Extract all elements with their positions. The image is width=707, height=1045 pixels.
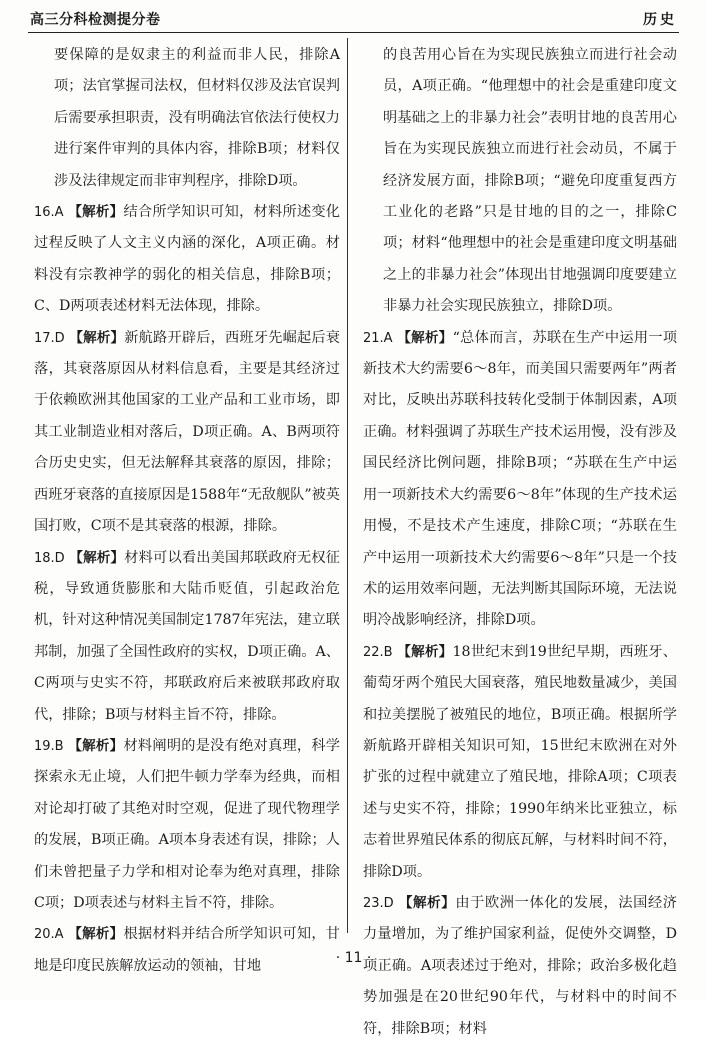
page-number: · 11 · xyxy=(335,950,372,966)
exam-title: 高三分科检测提分卷 xyxy=(30,12,161,28)
analysis-tag: 【解析】 xyxy=(69,549,125,566)
answer-item-18 xyxy=(34,543,340,731)
item-number: 22.B xyxy=(363,644,393,660)
item-text: 材料可以看出美国邦联政府无权征税，导致通货膨胀和大陆币贬值，引起政治危机，针对这种情况美国制定1787年宪法，建立联邦制，加强了全国性政府的实权，D项正确。A、C两项与史实不符，邦联政府后来被联邦政府取代，排除；B项与材料主旨不符，排除。 xyxy=(34,549,340,723)
item-number: 17.D xyxy=(34,330,65,346)
item-number: 16.A xyxy=(34,205,64,221)
column-divider xyxy=(347,38,348,933)
item-number: 19.B xyxy=(34,738,64,754)
page-header xyxy=(28,8,679,33)
answer-item-22 xyxy=(363,637,677,888)
item-text: “总体而言，苏联在生产中运用一项新技术大约需要6～8年，而美国只需要两年”两者对比，反映出苏联科技转化受制于体制因素，A项正确。材料强调了苏联生产技术运用慢，没有涉及国民经济比例问题，排除B项；“苏联在生产中运用一项新技术大约需要6～8年”体现的生产技术运用慢，不是技术产生速度，排除C项；“苏联在生产中运用一项新技术大约需要6～8年”只是一个技术的运用效率问题，无法判断其国际环境，无法说明冷战影响经济，排除D项。 xyxy=(363,329,678,629)
right-column xyxy=(363,40,677,1045)
right-continuation: 的良苦用心旨在为实现民族独立而进行社会动员，A项正确。“他理想中的社会是重建印度文明基础之上的非暴力社会”表明甘地的良苦用心旨在为实现民族独立而进行社会动员，不属于经济发展方面，排除B项；“避免印度重复西方工业化的老路”只是甘地的目的之一，排除C项；材料“他理想中的社会是重建印度文明基础之上的非暴力社会”体现出甘地强调印度要建立非暴力社会实现民族独立，排除D项。 xyxy=(383,47,677,315)
analysis-tag: 【解析】 xyxy=(398,894,456,911)
item-text: 由于欧洲一体化的发展，法国经济力量增加，为了维护国家利益，促使外交调整，D项正确。A项表述过于绝对，排除；政治多极化趋势加强是在20世纪90年代，与材料中的时间不符，排除B项；材料 xyxy=(363,894,677,1037)
item-text: 结合所学知识可知，材料所述变化过程反映了人文主义内涵的深化，A项正确。材料没有宗教神学的弱化的相关信息，排除B项；C、D两项表述材料无法体现，排除。 xyxy=(34,204,340,315)
analysis-tag: 【解析】 xyxy=(397,643,453,660)
answer-item-23 xyxy=(363,888,677,1045)
item-number: 20.A xyxy=(34,927,64,943)
item-number: 21.A xyxy=(363,330,393,346)
item-text: 材料阐明的是没有绝对真理，科学探索永无止境，人们把牛顿力学奉为经典，而相对论却打破了其绝对时空观，促进了现代物理学的发展，B项正确。A项本身表述有误，排除；人们未曾把量子力学和相对论奉为绝对真理，排除C项；D项表述与材料主旨不符，排除。 xyxy=(34,737,340,911)
subject-label: 历史 xyxy=(643,12,677,28)
answer-item-19 xyxy=(34,731,340,919)
item-number: 23.D xyxy=(363,895,394,911)
answer-item-17 xyxy=(34,323,340,543)
left-column xyxy=(34,40,340,982)
analysis-tag: 【解析】 xyxy=(68,737,124,754)
item-text: 新航路开辟后，西班牙先崛起后衰落，其衰落原因从材料信息看，主要是其经济过于依赖欧洲其他国家的工业产品和工业市场，即其工业制造业相对落后，D项正确。A、B两项符合历史史实，但无法解释其衰落的原因，排除；西班牙衰落的直接原因是1588年“无敌舰队”被英国打败，C项不是其衰落的根源，排除。 xyxy=(34,329,340,535)
left-continuation: 要保障的是奴隶主的利益而非人民，排除A项；法官掌握司法权，但材料仅涉及法官误判后需要承担职责，没有明确法官依法行使权力进行案件审判的具体内容，排除B项；材料仅涉及法律规定而非审判程序，排除D项。 xyxy=(54,47,340,189)
item-number: 18.D xyxy=(34,550,65,566)
answer-item-21 xyxy=(363,323,677,637)
analysis-tag: 【解析】 xyxy=(68,926,124,943)
analysis-tag: 【解析】 xyxy=(397,329,453,346)
analysis-tag: 【解析】 xyxy=(69,329,125,346)
answer-item-16 xyxy=(34,197,340,323)
item-text: 18世纪末到19世纪早期，西班牙、葡萄牙两个殖民大国衰落，殖民地数量减少，美国和拉美摆脱了被殖民的地位，B项正确。根据所学新航路开辟相关知识可知，15世纪末欧洲在对外扩张的过程中就建立了殖民地，排除A项；C项表述与史实不符，排除；1990年纳米比亚独立，标志着世界殖民体系的彻底瓦解，与材料时间不符，排除D项。 xyxy=(363,643,677,880)
analysis-tag: 【解析】 xyxy=(68,204,124,221)
item-text: 根据材料并结合所学知识可知，甘地是印度民族解放运动的领袖，甘地 xyxy=(34,926,340,974)
